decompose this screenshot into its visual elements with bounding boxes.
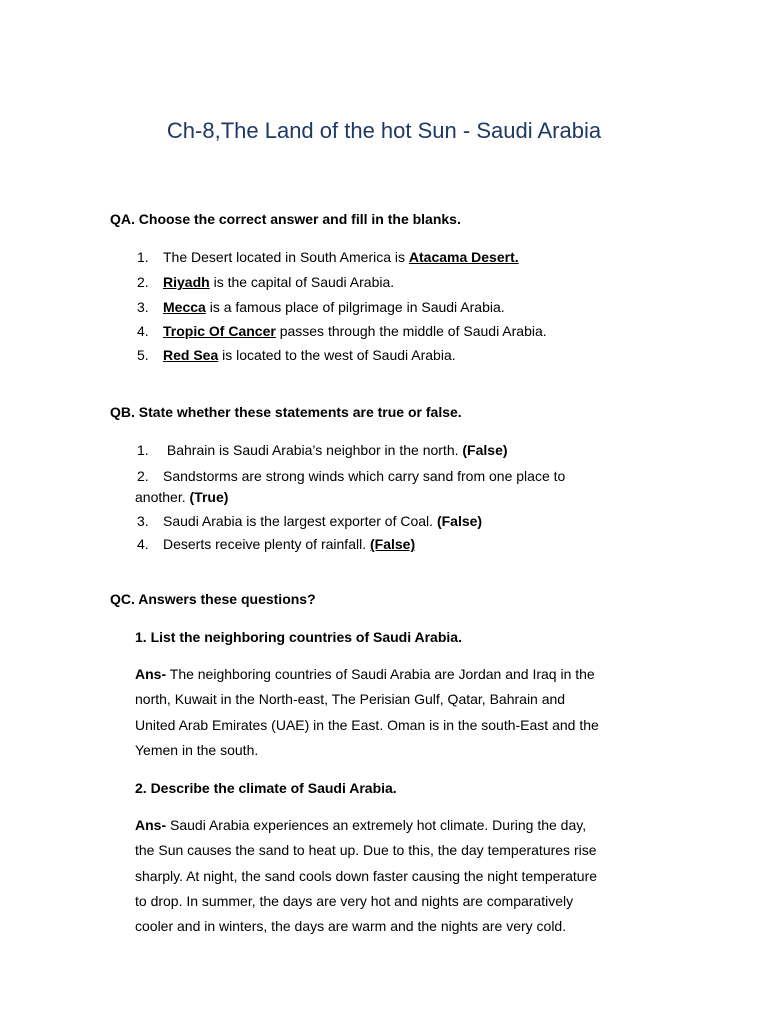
answer-line: sharply. At night, the sand cools down faster causing the night temperature <box>135 867 598 884</box>
list-number: 2. <box>137 274 149 290</box>
qc-question-1: 1. List the neighboring countries of Saudi Arabia. <box>135 629 462 645</box>
item-text: another. <box>135 489 190 505</box>
list-number: 5. <box>137 347 149 363</box>
item-text: Sandstorms are strong winds which carry sand from one place to <box>163 468 566 484</box>
qa-heading: QA. Choose the correct answer and fill in the blanks. <box>110 211 461 227</box>
ans-label: Ans- <box>135 666 167 682</box>
page-title: Ch-8,The Land of the hot Sun - Saudi Arabia <box>166 118 602 143</box>
qb-item-1 <box>137 440 508 460</box>
item-text: The Desert located in South America is <box>163 249 409 265</box>
item-text: Deserts receive plenty of rainfall. <box>163 536 370 552</box>
answer-line: north, Kuwait in the North-east, The Perisian Gulf, Qatar, Bahrain and <box>135 691 566 708</box>
qc-heading: QC. Answers these questions? <box>110 591 316 607</box>
qc-answer-2 <box>135 813 695 939</box>
answer-text: Tropic Of Cancer <box>163 323 276 339</box>
list-number: 1. <box>137 249 149 265</box>
answer-text: (False) <box>369 536 416 552</box>
answer-text: Riyadh <box>163 274 210 290</box>
qc-question-2: 2. Describe the climate of Saudi Arabia. <box>135 780 397 796</box>
answer-text: Atacama Desert. <box>408 249 519 265</box>
item-text: is located to the west of Saudi Arabia. <box>218 347 456 363</box>
list-number: 4. <box>137 323 149 339</box>
item-text: is the capital of Saudi Arabia. <box>209 274 395 290</box>
qb-heading: QB. State whether these statements are true or false. <box>110 404 462 420</box>
item-text: passes through the middle of Saudi Arabia. <box>275 323 547 339</box>
list-number: 3. <box>137 513 149 529</box>
qb-item-4 <box>137 534 415 554</box>
answer-text: Mecca <box>163 299 206 315</box>
qc-answer-1 <box>135 662 695 763</box>
answer-text: (False) <box>436 513 483 529</box>
qa-item-4 <box>137 321 547 341</box>
qb-item-3 <box>137 511 482 531</box>
qa-item-3 <box>137 297 505 317</box>
answer-text: (True) <box>189 489 229 505</box>
answer-text: Red Sea <box>163 347 219 363</box>
list-number: 3. <box>137 299 149 315</box>
answer-line <box>135 813 695 838</box>
ans-label: Ans- <box>135 817 167 833</box>
answer-line: the Sun causes the sand to heat up. Due to this, the day temperatures rise <box>135 842 597 859</box>
answer-line <box>135 662 695 687</box>
item-text: Saudi Arabia is the largest exporter of Coal. <box>163 513 437 529</box>
answer-line: cooler and in winters, the days are warm and the nights are very cold. <box>135 918 567 935</box>
qb-item-2-continued <box>135 487 228 507</box>
answer-text: The neighboring countries of Saudi Arabia are Jordan and Iraq in the <box>166 666 595 682</box>
answer-text: Saudi Arabia experiences an extremely hot climate. During the day, <box>166 817 587 833</box>
item-text: is a famous place of pilgrimage in Saudi Arabia. <box>205 299 505 315</box>
list-number: 2. <box>137 468 149 484</box>
answer-line: Yemen in the south. <box>135 741 259 758</box>
list-number: 4. <box>137 536 149 552</box>
answer-line: United Arab Emirates (UAE) in the East. Oman is in the south-East and the <box>135 716 599 733</box>
qa-item-2 <box>137 272 394 292</box>
qa-item-5 <box>137 345 456 365</box>
list-number: 1. <box>137 442 149 458</box>
answer-text: (False) <box>462 442 508 458</box>
item-text: Bahrain is Saudi Arabia’s neighbor in the north. <box>163 442 463 458</box>
qb-item-2 <box>137 466 565 486</box>
qa-item-1 <box>137 247 519 267</box>
answer-line: to drop. In summer, the days are very hot and nights are comparatively <box>135 892 574 909</box>
